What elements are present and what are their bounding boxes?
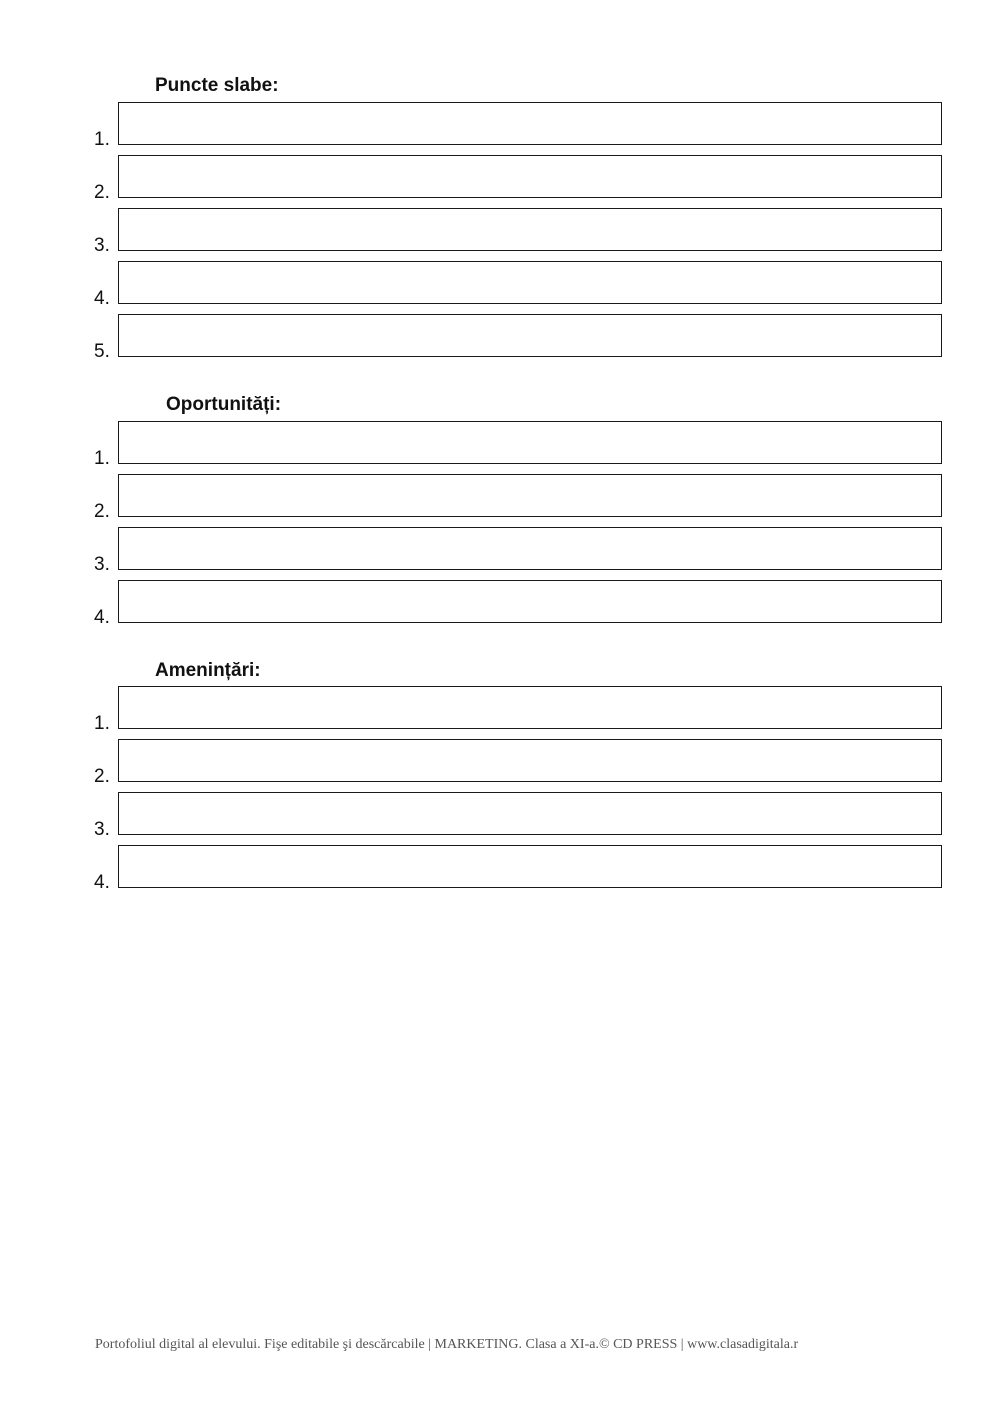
opportunity-answer-field-3[interactable] xyxy=(118,527,942,570)
threat-answer-field-1[interactable] xyxy=(118,686,942,729)
opportunity-answer-field-4[interactable] xyxy=(118,580,942,623)
row-number: 2. xyxy=(94,501,110,522)
weakness-row-4 xyxy=(92,261,944,309)
opportunity-answer-field-2[interactable] xyxy=(118,474,942,517)
opportunity-row-4 xyxy=(92,580,944,628)
row-number: 4. xyxy=(94,872,110,893)
threat-row-1 xyxy=(92,686,944,734)
threat-answer-field-3[interactable] xyxy=(118,792,942,835)
opportunity-row-1 xyxy=(92,421,944,469)
weakness-answer-field-2[interactable] xyxy=(118,155,942,198)
opportunity-row-3 xyxy=(92,527,944,575)
opportunity-answer-field-1[interactable] xyxy=(118,421,942,464)
weakness-row-1 xyxy=(92,102,944,150)
row-number: 1. xyxy=(94,448,110,469)
weakness-answer-field-3[interactable] xyxy=(118,208,942,251)
section-title-threats: Amenințări: xyxy=(155,660,261,681)
row-number: 1. xyxy=(94,713,110,734)
weakness-answer-field-4[interactable] xyxy=(118,261,942,304)
row-number: 3. xyxy=(94,554,110,575)
row-number: 4. xyxy=(94,607,110,628)
opportunity-row-2 xyxy=(92,474,944,522)
row-number: 4. xyxy=(94,288,110,309)
weakness-answer-field-1[interactable] xyxy=(118,102,942,145)
weakness-row-3 xyxy=(92,208,944,256)
threat-row-3 xyxy=(92,792,944,840)
section-title-opportunities: Oportunități: xyxy=(166,394,282,415)
weakness-row-2 xyxy=(92,155,944,203)
threat-answer-field-2[interactable] xyxy=(118,739,942,782)
threat-row-4 xyxy=(92,845,944,893)
row-number: 3. xyxy=(94,235,110,256)
row-number: 5. xyxy=(94,341,110,362)
row-number: 2. xyxy=(94,766,110,787)
page-footer: Portofoliul digital al elevului. Fişe editabile şi descărcabile | MARKETING. Clasa a XI-a.© CD PRESS | www.clasadigitala.r xyxy=(95,1337,799,1352)
weakness-row-5 xyxy=(92,314,944,362)
threat-answer-field-4[interactable] xyxy=(118,845,942,888)
section-title-weaknesses: Puncte slabe: xyxy=(155,75,279,96)
row-number: 2. xyxy=(94,182,110,203)
threat-row-2 xyxy=(92,739,944,787)
row-number: 3. xyxy=(94,819,110,840)
row-number: 1. xyxy=(94,129,110,150)
weakness-answer-field-5[interactable] xyxy=(118,314,942,357)
